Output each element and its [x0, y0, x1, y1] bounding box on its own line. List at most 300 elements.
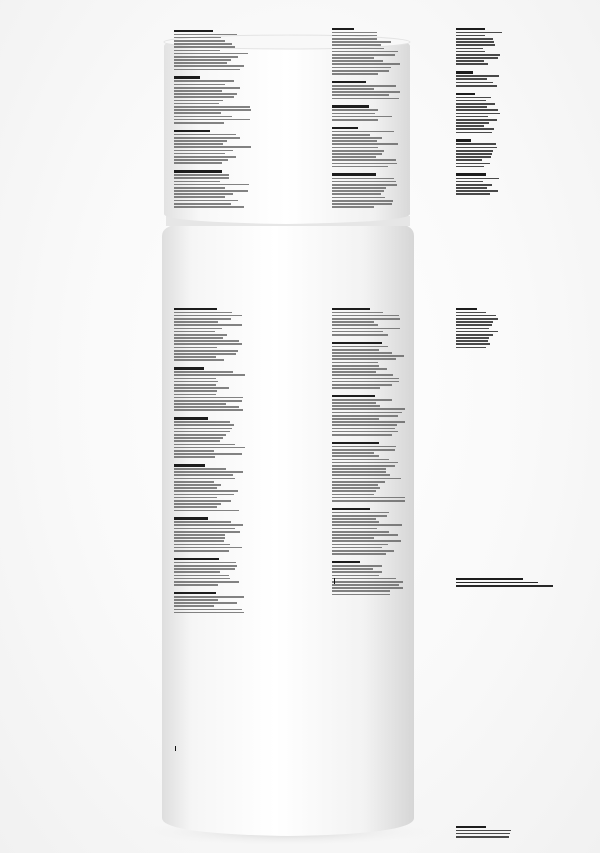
text-line: [332, 462, 398, 464]
text-line: [174, 406, 239, 408]
left-marker: [175, 746, 176, 751]
text-line: [456, 153, 492, 155]
text-line: [332, 44, 381, 46]
block-heading-line: [174, 30, 213, 33]
text-line: [174, 584, 218, 586]
text-line: [456, 830, 511, 832]
text-line: [332, 73, 378, 75]
text-block: [174, 558, 246, 586]
text-line: [332, 67, 391, 69]
text-line: [456, 184, 492, 186]
text-line: [174, 403, 226, 405]
text-line: [332, 455, 379, 457]
text-line: [174, 146, 251, 148]
text-line: [456, 159, 482, 161]
text-line: [456, 35, 485, 37]
text-line: [174, 494, 234, 496]
block-heading-line: [332, 342, 382, 345]
text-line: [174, 384, 216, 386]
text-line: [332, 431, 398, 433]
text-line: [174, 53, 248, 55]
text-line: [456, 334, 493, 336]
text-line: [456, 833, 510, 835]
block-heading-line: [332, 508, 370, 511]
text-line: [174, 109, 251, 111]
text-block: [456, 308, 498, 349]
text-line: [332, 524, 402, 526]
text-line: [174, 181, 220, 183]
center-column-body-text: [332, 306, 406, 776]
text-line: [174, 394, 216, 396]
text-line: [456, 32, 502, 34]
text-line: [456, 48, 483, 50]
text-line: [456, 337, 489, 339]
text-line: [332, 203, 392, 205]
block-heading-line: [332, 173, 376, 176]
text-line: [174, 87, 240, 89]
text-line: [174, 324, 242, 326]
text-line: [332, 421, 405, 423]
text-line: [456, 54, 500, 56]
text-line: [332, 584, 399, 586]
text-line: [332, 315, 399, 317]
text-line: [332, 581, 403, 583]
text-line: [174, 500, 231, 502]
block-heading-line: [456, 578, 523, 581]
block-heading-line: [174, 308, 217, 311]
text-block: [174, 517, 246, 551]
text-line: [332, 38, 377, 40]
text-line: [174, 84, 225, 86]
text-block: [174, 592, 246, 614]
text-line: [174, 531, 240, 533]
text-line: [174, 150, 233, 152]
text-line: [332, 355, 404, 357]
text-line: [332, 568, 373, 570]
text-line: [174, 134, 236, 136]
text-line: [174, 602, 237, 604]
text-line: [174, 143, 223, 145]
text-block: [332, 442, 406, 502]
text-line: [174, 343, 242, 345]
right-column-lower-text: [456, 306, 498, 386]
block-heading-line: [332, 308, 370, 311]
text-line: [174, 328, 222, 330]
text-block: [174, 76, 252, 123]
text-line: [174, 337, 223, 339]
text-line: [332, 131, 394, 133]
text-line: [174, 190, 248, 192]
text-line: [332, 116, 392, 118]
text-line: [456, 116, 488, 118]
block-heading-line: [174, 558, 219, 561]
text-line: [332, 334, 388, 336]
text-line: [332, 471, 386, 473]
block-heading-line: [332, 81, 366, 84]
text-line: [332, 362, 378, 364]
text-line: [174, 381, 218, 383]
text-line: [174, 206, 244, 208]
text-line: [174, 159, 228, 161]
text-line: [332, 318, 400, 320]
text-line: [332, 590, 390, 592]
text-line: [174, 562, 236, 564]
text-line: [174, 596, 244, 598]
text-line: [332, 85, 396, 87]
text-line: [174, 137, 240, 139]
text-line: [332, 540, 401, 542]
text-line: [332, 465, 395, 467]
text-line: [174, 103, 219, 105]
text-line: [456, 119, 497, 121]
block-heading-line: [332, 395, 375, 398]
text-line: [332, 140, 377, 142]
text-line: [332, 547, 382, 549]
text-block: [332, 508, 406, 555]
block-heading-line: [174, 464, 205, 467]
text-line: [456, 106, 487, 108]
text-line: [174, 468, 226, 470]
text-line: [332, 349, 379, 351]
text-line: [332, 478, 401, 480]
text-block: [174, 417, 246, 458]
text-line: [456, 166, 484, 168]
text-line: [332, 544, 388, 546]
text-line: [456, 582, 538, 584]
text-line: [456, 113, 500, 115]
text-line: [174, 56, 238, 58]
text-line: [456, 343, 490, 345]
text-line: [332, 35, 377, 37]
block-heading-line: [332, 561, 360, 564]
block-heading-line: [456, 28, 485, 31]
text-line: [332, 418, 379, 420]
text-line: [332, 378, 399, 380]
text-line: [174, 524, 243, 526]
text-line: [332, 150, 384, 152]
text-line: [332, 178, 394, 180]
text-line: [332, 515, 387, 517]
text-line: [174, 400, 242, 402]
text-line: [332, 153, 382, 155]
text-line: [174, 62, 227, 64]
block-heading-line: [174, 592, 216, 595]
text-line: [332, 374, 393, 376]
text-line: [174, 50, 220, 52]
text-line: [456, 132, 492, 134]
text-line: [332, 57, 374, 59]
text-line: [174, 203, 231, 205]
text-line: [456, 312, 486, 314]
text-line: [174, 421, 230, 423]
text-line: [174, 481, 214, 483]
text-line: [332, 412, 402, 414]
text-line: [456, 44, 495, 46]
text-line: [174, 34, 237, 36]
text-line: [174, 605, 214, 607]
text-line: [332, 109, 378, 111]
block-heading-line: [174, 367, 204, 370]
text-line: [332, 143, 398, 145]
text-line: [174, 510, 239, 512]
text-line: [174, 80, 234, 82]
text-line: [456, 85, 497, 87]
text-line: [332, 328, 400, 330]
text-line: [174, 497, 217, 499]
text-line: [174, 174, 229, 176]
text-line: [174, 321, 218, 323]
text-line: [332, 550, 394, 552]
text-line: [174, 374, 245, 376]
text-line: [332, 91, 400, 93]
text-line: [174, 65, 244, 67]
text-line: [174, 90, 222, 92]
text-line: [332, 387, 380, 389]
text-line: [174, 571, 220, 573]
text-line: [332, 346, 388, 348]
text-line: [332, 449, 395, 451]
text-line: [456, 51, 485, 53]
text-line: [456, 328, 489, 330]
text-block: [332, 28, 400, 75]
text-line: [332, 312, 383, 314]
block-heading-line: [456, 826, 486, 829]
text-line: [174, 431, 230, 433]
text-line: [174, 528, 235, 530]
right-side-wide-text: [456, 576, 570, 596]
text-line: [332, 571, 382, 573]
text-line: [174, 456, 215, 458]
text-line: [174, 318, 231, 320]
text-block: [332, 105, 400, 120]
text-line: [332, 51, 398, 53]
text-line: [456, 318, 498, 320]
text-line: [332, 553, 386, 555]
text-line: [174, 184, 249, 186]
text-line: [174, 119, 250, 121]
text-line: [332, 368, 387, 370]
text-line: [456, 143, 496, 145]
text-line: [174, 550, 229, 552]
center-column-top-text: [332, 26, 400, 274]
text-line: [174, 100, 223, 102]
text-line: [332, 405, 380, 407]
text-line: [332, 452, 374, 454]
right-column-text: [456, 26, 502, 286]
text-line: [456, 57, 498, 59]
text-line: [332, 48, 384, 50]
text-line: [456, 190, 498, 192]
text-line: [332, 399, 392, 401]
text-line: [332, 197, 385, 199]
text-line: [174, 312, 232, 314]
text-line: [332, 54, 395, 56]
text-line: [332, 575, 379, 577]
text-line: [332, 490, 376, 492]
text-line: [174, 599, 218, 601]
text-line: [174, 187, 225, 189]
text-line: [174, 200, 238, 202]
text-line: [174, 609, 242, 611]
text-line: [332, 41, 391, 43]
text-line: [174, 193, 233, 195]
text-line: [332, 321, 374, 323]
text-line: [174, 409, 243, 411]
text-line: [174, 340, 239, 342]
text-line: [332, 193, 381, 195]
text-block: [174, 30, 252, 71]
text-line: [332, 166, 388, 168]
text-line: [174, 453, 242, 455]
left-column-cap-text: [174, 28, 252, 218]
text-line: [332, 184, 397, 186]
text-line: [174, 140, 227, 142]
text-line: [332, 497, 405, 499]
text-line: [332, 147, 378, 149]
text-line: [332, 381, 399, 383]
text-block: [456, 139, 502, 167]
text-line: [332, 137, 382, 139]
text-line: [174, 474, 233, 476]
text-line: [332, 408, 405, 410]
text-line: [174, 96, 234, 98]
text-line: [174, 444, 235, 446]
text-block: [332, 127, 400, 168]
text-line: [174, 43, 232, 45]
text-line: [174, 503, 221, 505]
text-line: [174, 116, 232, 118]
text-line: [456, 78, 487, 80]
text-line: [174, 37, 221, 39]
text-line: [456, 60, 484, 62]
text-line: [332, 512, 389, 514]
text-line: [174, 471, 243, 473]
text-line: [174, 359, 224, 361]
text-line: [456, 125, 484, 127]
text-line: [456, 585, 553, 587]
text-line: [174, 390, 217, 392]
text-line: [174, 350, 238, 352]
text-block: [332, 342, 406, 389]
text-block: [332, 395, 406, 436]
text-line: [174, 371, 233, 373]
block-heading-line: [456, 139, 471, 142]
text-line: [174, 378, 216, 380]
text-line: [332, 518, 376, 520]
text-line: [332, 200, 393, 202]
text-line: [332, 481, 385, 483]
text-line: [332, 181, 396, 183]
text-line: [174, 112, 221, 114]
text-line: [456, 347, 486, 349]
text-line: [174, 484, 221, 486]
text-line: [332, 521, 379, 523]
text-line: [332, 60, 383, 62]
text-line: [332, 415, 398, 417]
text-line: [332, 119, 378, 121]
text-line: [332, 352, 392, 354]
text-line: [332, 63, 400, 65]
text-line: [456, 128, 494, 130]
block-heading-line: [332, 105, 369, 108]
text-line: [174, 196, 225, 198]
text-block: [332, 81, 400, 100]
text-line: [456, 63, 488, 65]
text-line: [332, 468, 386, 470]
text-line: [456, 122, 489, 124]
text-block: [174, 170, 252, 208]
text-block: [456, 578, 570, 587]
text-line: [332, 537, 374, 539]
text-line: [174, 356, 216, 358]
block-heading-line: [174, 76, 200, 79]
text-line: [174, 565, 237, 567]
text-line: [174, 40, 225, 42]
left-column-body-text: [174, 306, 246, 826]
text-line: [174, 440, 220, 442]
block-heading-line: [174, 517, 208, 520]
text-line: [332, 434, 392, 436]
text-line: [456, 315, 496, 317]
text-block: [174, 308, 246, 362]
text-line: [174, 397, 243, 399]
text-line: [332, 534, 398, 536]
text-line: [456, 331, 498, 333]
text-line: [456, 181, 483, 183]
text-line: [174, 387, 229, 389]
text-line: [174, 46, 235, 48]
text-block: [456, 826, 552, 838]
text-line: [456, 150, 493, 152]
text-line: [332, 88, 374, 90]
text-line: [332, 459, 389, 461]
block-heading-line: [174, 170, 222, 173]
text-line: [456, 97, 491, 99]
text-line: [332, 494, 374, 496]
text-line: [456, 836, 509, 838]
text-line: [174, 334, 227, 336]
text-line: [332, 446, 396, 448]
text-line: [332, 358, 396, 360]
text-line: [174, 434, 226, 436]
text-line: [174, 544, 230, 546]
text-line: [332, 163, 397, 165]
text-line: [332, 324, 378, 326]
text-line: [174, 490, 238, 492]
text-line: [456, 100, 486, 102]
text-line: [174, 521, 231, 523]
text-block: [174, 130, 252, 164]
text-line: [174, 437, 223, 439]
text-line: [332, 594, 390, 596]
text-line: [174, 568, 235, 570]
text-line: [456, 109, 498, 111]
text-line: [174, 575, 229, 577]
text-block: [332, 561, 406, 595]
text-line: [174, 106, 250, 108]
block-heading-line: [174, 417, 208, 420]
text-line: [174, 612, 244, 614]
text-block: [456, 173, 502, 195]
block-heading-line: [332, 28, 354, 31]
text-line: [332, 32, 377, 34]
text-line: [332, 331, 383, 333]
text-line: [174, 450, 214, 452]
text-line: [456, 38, 493, 40]
text-line: [332, 500, 405, 502]
text-line: [174, 315, 242, 317]
text-line: [332, 428, 395, 430]
